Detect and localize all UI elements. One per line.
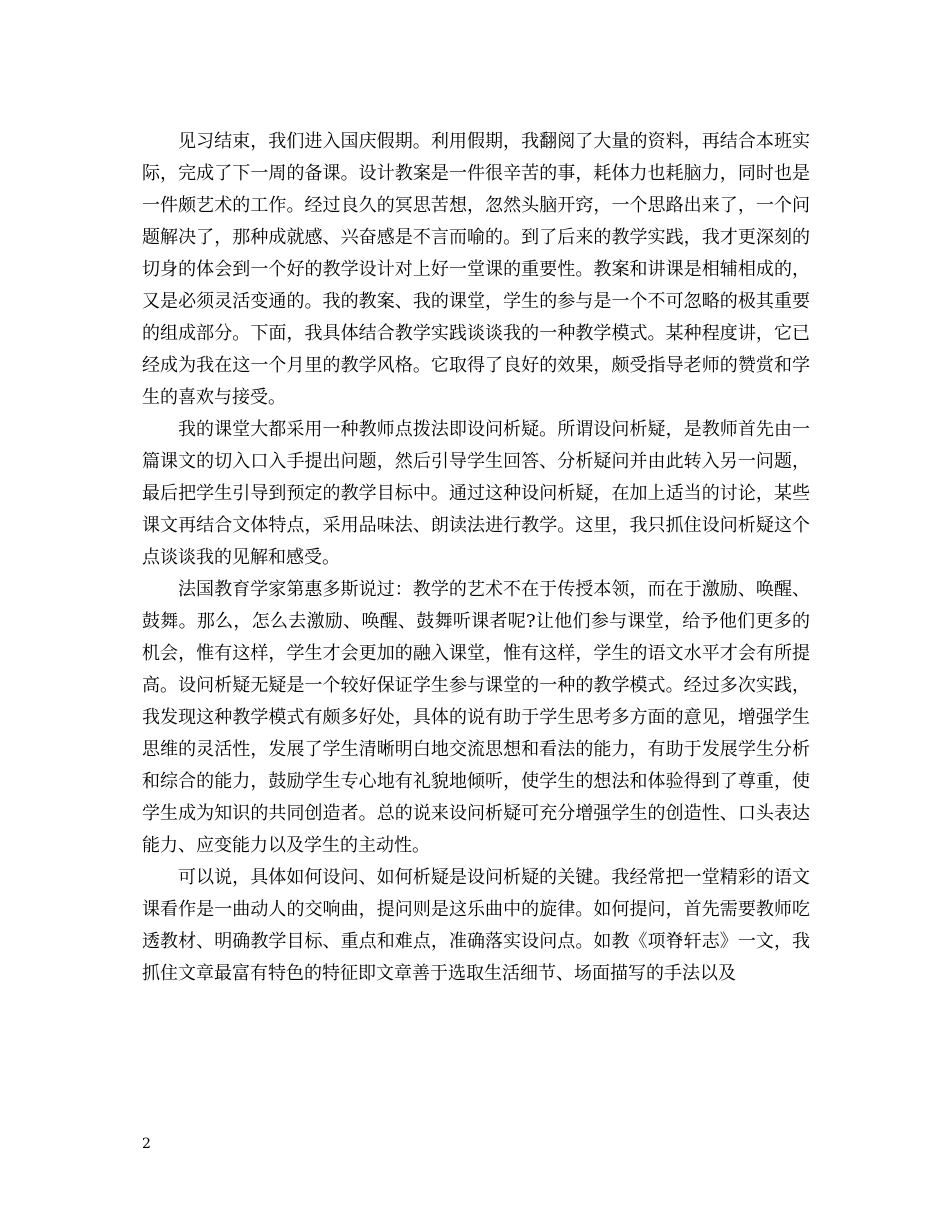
paragraph-1: 见习结束，我们进入国庆假期。利用假期，我翻阅了大量的资料，再结合本班实际，完成了下一周的备课。设计教案是一件很辛苦的事，耗体力也耗脑力，同时也是一件颇艺术的工作。经过良久的冥思苦想，忽然头脑开窍，一个思路出来了，一个问题解决了，那种成就感、兴奋感是不言而喻的。到了后来的教学实践，我才更深刻的切身的体会到一个好的教学设计对上好一堂课的重要性。教案和讲课是相辅相成的，又是必须灵活变通的。我的教案、我的课堂，学生的参与是一个不可忽略的极其重要的组成部分。下面，我具体结合教学实践谈谈我的一种教学模式。某种程度讲，它已经成为我在这一个月里的教学风格。它取得了良好的效果，颇受指导老师的赞赏和学生的喜欢与接受。: [142, 131, 810, 408]
body-text: [142, 126, 810, 990]
paragraph-4: 可以说，具体如何设问、如何析疑是设问析疑的关键。我经常把一堂精彩的语文课看作是一曲动人的交响曲，提问则是这乐曲中的旋律。如何提问，首先需要教师吃透教材、明确教学目标、重点和难点，准确落实设问点。如教《项脊轩志》一文，我抓住文章最富有特色的特征即文章善于选取生活细节、场面描写的手法以及: [142, 867, 810, 984]
paragraph-3: 法国教育学家第惠多斯说过：教学的艺术不在于传授本领，而在于激励、唤醒、鼓舞。那么，怎么去激励、唤醒、鼓舞听课者呢?让他们参与课堂，给予他们更多的机会，惟有这样，学生才会更加的融入课堂，惟有这样，学生的语文水平才会有所提高。设问析疑无疑是一个较好保证学生参与课堂的一种的教学模式。经过多次实践，我发现这种教学模式有颇多好处，具体的说有助于学生思考多方面的意见，增强学生思维的灵活性，发展了学生清晰明白地交流思想和看法的能力，有助于发展学生分析和综合的能力，鼓励学生专心地有礼貌地倾听，使学生的想法和体验得到了尊重，使学生成为知识的共同创造者。总的说来设问析疑可充分增强学生的创造性、口头表达能力、应变能力以及学生的主动性。: [142, 579, 810, 856]
paragraph-2: 我的课堂大都采用一种教师点拨法即设问析疑。所谓设问析疑，是教师首先由一篇课文的切入口入手提出问题，然后引导学生回答、分析疑问并由此转入另一问题，最后把学生引导到预定的教学目标中。通过这种设问析疑，在加上适当的讨论，某些课文再结合文体特点，采用品味法、朗读法进行教学。这里，我只抓住设问析疑这个点谈谈我的见解和感受。: [142, 419, 810, 568]
page-number: 2: [142, 1136, 151, 1152]
